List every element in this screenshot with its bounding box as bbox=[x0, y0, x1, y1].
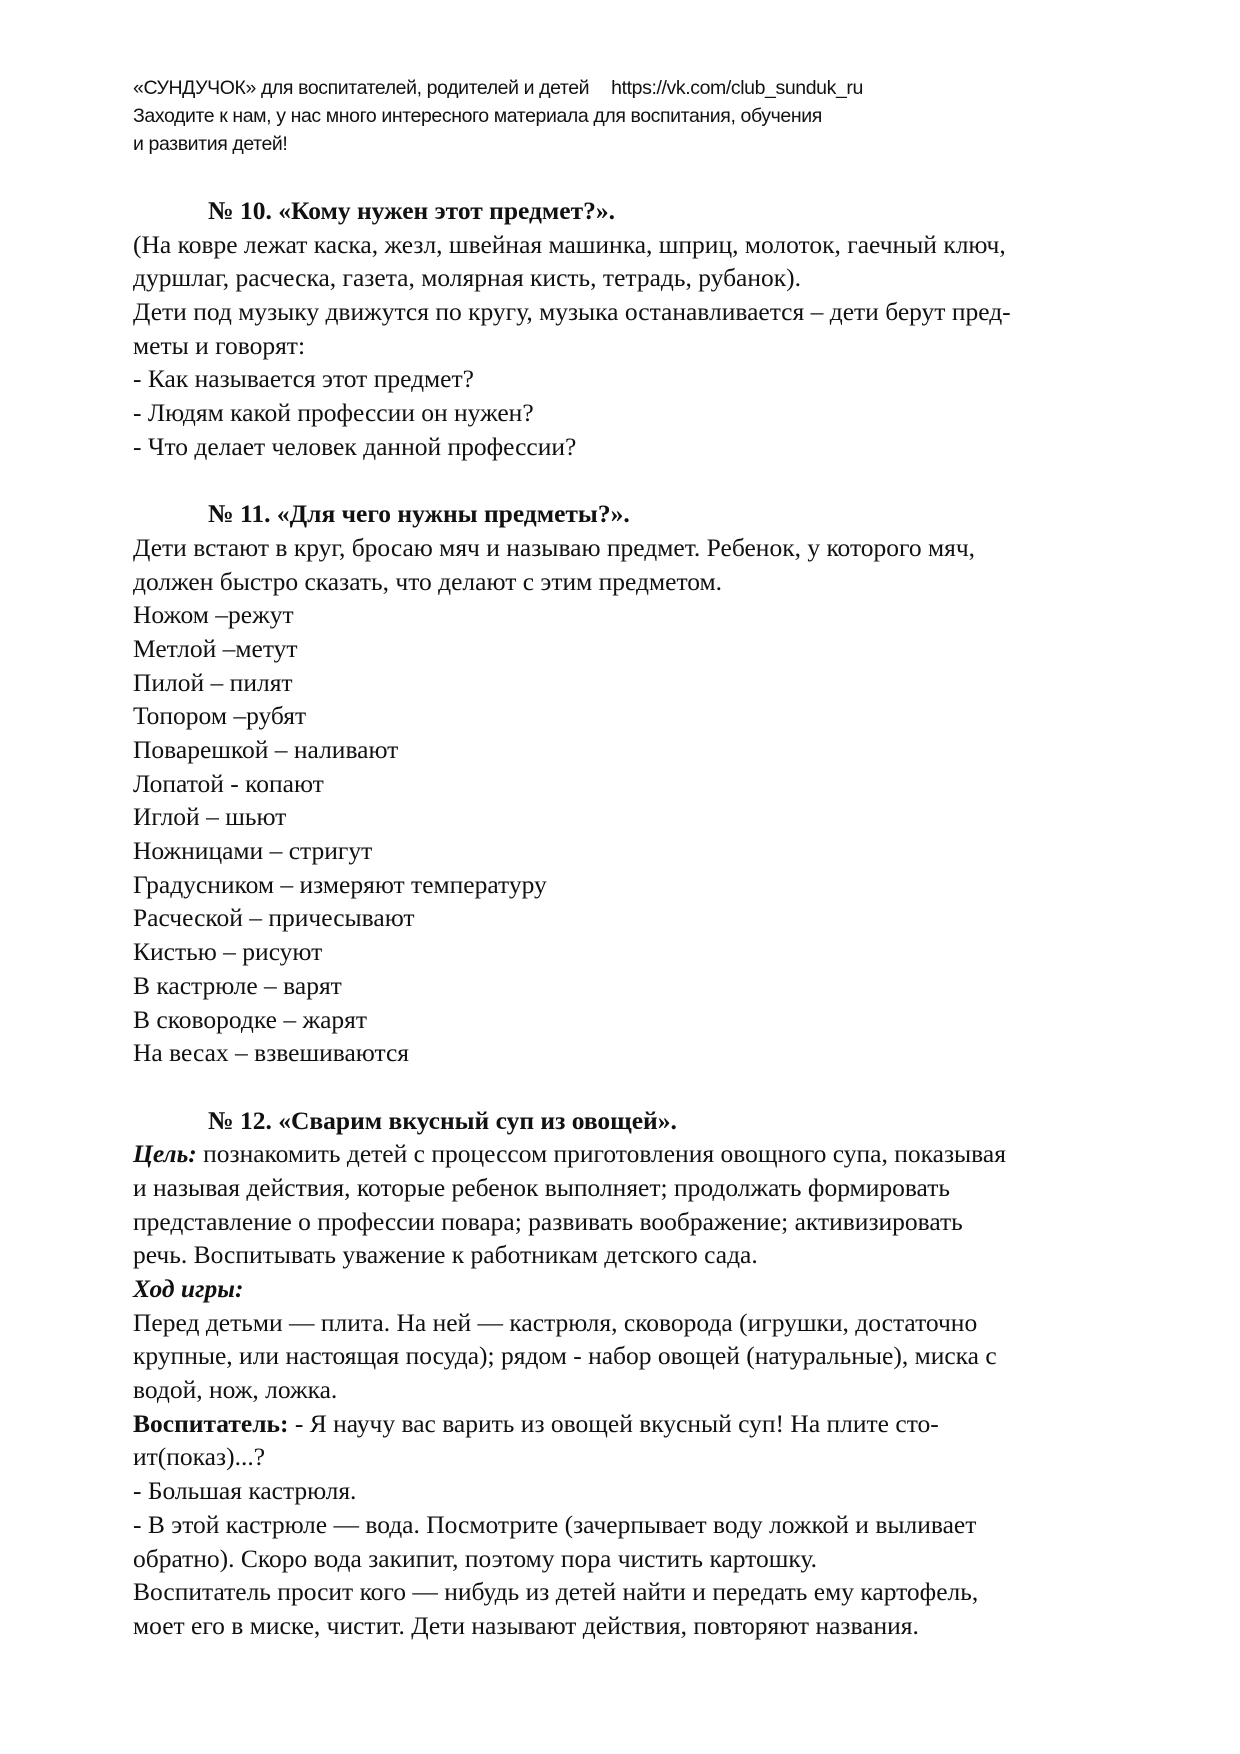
goal-label: Цель: bbox=[133, 1139, 197, 1169]
list-item: Пилой – пилят bbox=[133, 667, 293, 697]
text-line: меты и говорят: bbox=[133, 330, 306, 360]
goal-text: познакомить детей с процессом приготовления овощного супа, показывая bbox=[196, 1139, 1006, 1169]
text-line: Воспитатель просит кого — нибудь из детей найти и передать ему картофель, bbox=[133, 1577, 979, 1607]
text-line: (На ковре лежат каска, жезл, швейная машинка, шприц, молоток, гаечный ключ, bbox=[133, 229, 1006, 259]
list-item: Иглой – шьют bbox=[133, 802, 287, 832]
text-line: моет его в миске, чистит. Дети называют действия, повторяют названия. bbox=[133, 1610, 919, 1640]
section-heading-11: № 11. «Для чего нужны предметы?». bbox=[208, 499, 630, 529]
header-title: «СУНДУЧОК» для воспитателей, родителей и детей bbox=[133, 77, 590, 99]
list-item: Ножом –режут bbox=[133, 600, 294, 630]
text-line: водой, нож, ложка. bbox=[133, 1375, 338, 1405]
header-line: Заходите к нам, у нас много интересного материала для воспитания, обучения bbox=[133, 105, 822, 127]
document-body bbox=[133, 194, 1153, 1643]
text-line: Перед детьми — плита. На ней — кастрюля, сковорода (игрушки, достаточно bbox=[133, 1307, 978, 1337]
teacher-label: Воспитатель: bbox=[133, 1408, 289, 1438]
list-item: Метлой –метут bbox=[133, 633, 298, 663]
text-line: Дети под музыку движутся по кругу, музыка останавливается – дети берут пред- bbox=[133, 297, 1011, 327]
goal-line bbox=[133, 1137, 1153, 1171]
text-line: и называя действия, которые ребенок выполняет; продолжать формировать bbox=[133, 1172, 950, 1202]
page-header bbox=[133, 74, 863, 158]
list-item: Лопатой - копают bbox=[133, 768, 324, 798]
course-label: Ход игры: bbox=[133, 1274, 244, 1303]
section-heading-12: № 12. «Сварим вкусный суп из овощей». bbox=[208, 1105, 677, 1135]
text-line: - Что делает человек данной профессии? bbox=[133, 431, 577, 461]
list-item: На весах – взвешиваются bbox=[133, 1038, 409, 1068]
spacer bbox=[133, 464, 1153, 498]
text-line: - Людям какой профессии он нужен? bbox=[133, 398, 534, 428]
text-line: крупные, или настоящая посуда); рядом - набор овощей (натуральные), миска с bbox=[133, 1341, 997, 1371]
list-item: Топором –рубят bbox=[133, 701, 307, 731]
list-item: Градусником – измеряют температуру bbox=[133, 869, 547, 899]
header-link[interactable]: https://vk.com/club_sunduk_ru bbox=[611, 77, 863, 99]
list-item: Поварешкой – наливают bbox=[133, 735, 399, 764]
text-line: представление о профессии повара; развивать воображение; активизировать bbox=[133, 1206, 963, 1236]
list-item: В кастрюле – варят bbox=[133, 970, 342, 1000]
spacer bbox=[133, 1070, 1153, 1104]
section-heading-10: № 10. «Кому нужен этот предмет?». bbox=[208, 196, 615, 225]
text-line: речь. Воспитывать уважение к работникам детского сада. bbox=[133, 1240, 758, 1270]
text-line: должен быстро сказать, что делают с этим предметом. bbox=[133, 566, 723, 596]
list-item: В сковородке – жарят bbox=[133, 1004, 368, 1034]
text-line: дуршлаг, расческа, газета, молярная кисть, тетрадь, рубанок). bbox=[133, 263, 802, 293]
list-item: Кистью – рисуют bbox=[133, 937, 323, 967]
text-line: - Большая кастрюля. bbox=[133, 1476, 357, 1506]
text-line: Дети встают в круг, бросаю мяч и называю предмет. Ребенок, у которого мяч, bbox=[133, 532, 976, 562]
list-item: Расческой – причесывают bbox=[133, 903, 415, 933]
text-line: - Как называется этот предмет? bbox=[133, 364, 474, 394]
teacher-line bbox=[133, 1407, 1153, 1441]
text-line: обратно). Скоро вода закипит, поэтому пора чистить картошку. bbox=[133, 1543, 817, 1573]
text-line: - В этой кастрюле — вода. Посмотрите (зачерпывает воду ложкой и выливает bbox=[133, 1509, 977, 1539]
teacher-text: - Я научу вас варить из овощей вкусный суп! На плите сто- bbox=[288, 1408, 939, 1438]
header-line bbox=[133, 74, 863, 102]
list-item: Ножницами – стригут bbox=[133, 836, 373, 866]
header-line: и развития детей! bbox=[133, 133, 288, 155]
text-line: ит(показ)...? bbox=[133, 1442, 266, 1472]
